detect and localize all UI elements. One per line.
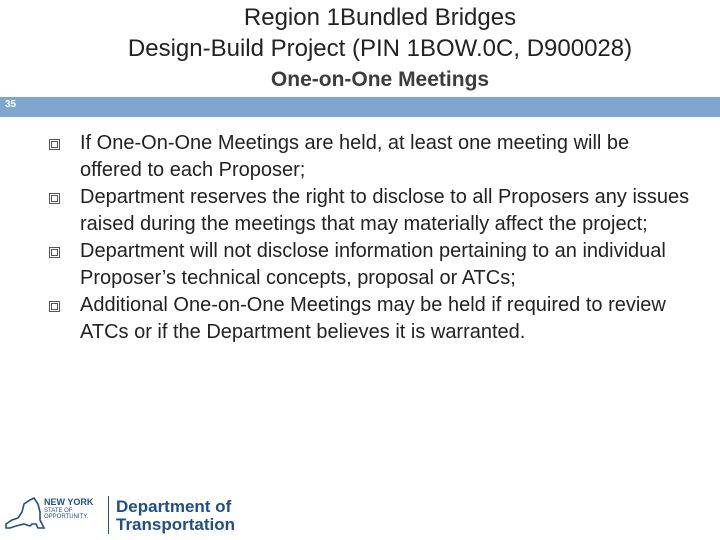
logo-dept-line-2: Transportation (116, 515, 236, 534)
slide-title (40, 2, 720, 95)
square-bullet-icon (49, 139, 60, 150)
slide-subtitle: One-on-One Meetings (270, 68, 490, 91)
logo-state-tagline: STATE OF OPPORTUNITY. (44, 508, 89, 520)
nysdot-logo (0, 484, 260, 540)
title-line-2: Design-Build Project (PIN 1BOW.0C, D900028) (127, 35, 633, 62)
bullet-list (45, 130, 695, 346)
title-line-1: Region 1Bundled Bridges (243, 4, 517, 31)
square-bullet-icon (49, 193, 60, 204)
ny-state-map-icon (2, 494, 46, 534)
square-bullet-icon (49, 247, 60, 258)
logo-divider (108, 496, 109, 534)
header-bar (0, 97, 720, 117)
bullet-text: If One-On-One Meetings are held, at least one meeting will be offered to each Proposer; (80, 132, 630, 181)
bullet-text: Additional One-on-One Meetings may be held if required to review ATCs or if the Department believes it is warranted. (80, 294, 666, 343)
bullet-item (45, 238, 695, 292)
logo-state-name: NEW YORK (44, 497, 94, 507)
bullet-item (45, 292, 695, 346)
slide-number: 35 (5, 99, 17, 110)
bullet-text: Department reserves the right to disclose to all Proposers any issues raised during the meetings that may materially affect the project; (80, 186, 690, 235)
bullet-item (45, 130, 695, 184)
bullet-item (45, 184, 695, 238)
bullet-text: Department will not disclose information pertaining to an individual Proposer’s technical concepts, proposal or ATCs; (80, 240, 666, 289)
logo-dept-line-1: Department of (116, 497, 232, 516)
square-bullet-icon (49, 301, 60, 312)
